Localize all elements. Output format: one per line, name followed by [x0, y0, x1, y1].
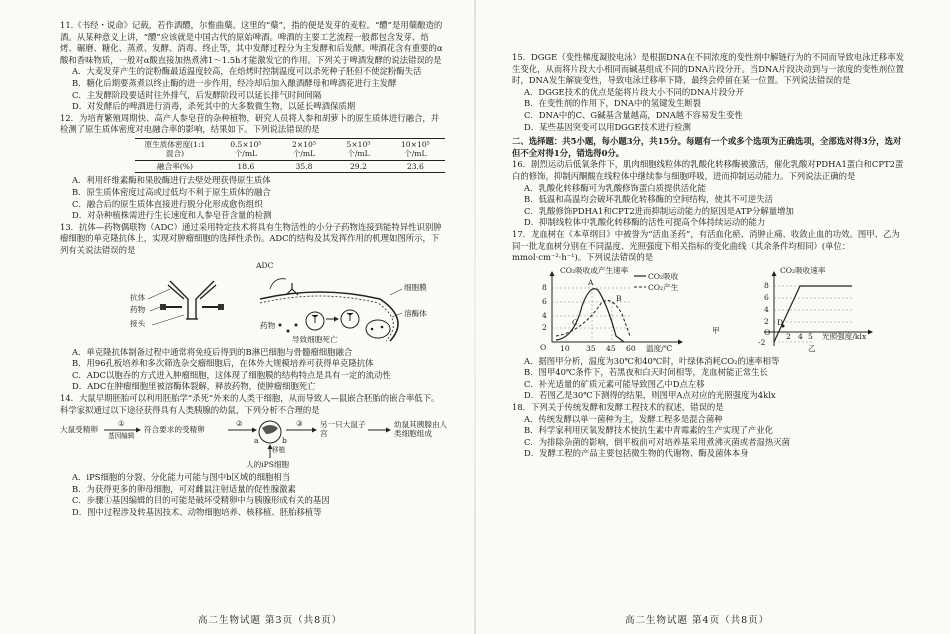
- q11-option-c: C．主发酵阶段要适时往外排气，后发酵阶段可以延长排气时间间隔: [72, 89, 322, 100]
- chart-a-point-c: C: [572, 317, 578, 327]
- q14-stem: 14．大鼠早期胚胎可以利用胚胎学“杀死”外来的人类干细胞，从而导致人—鼠嵌合胚胎的嵌合率低下。科学家拟通过以下途径获得具有人类胰腺的幼鼠，下列分析不合理的是: [60, 392, 440, 415]
- q17-charts: [512, 266, 907, 354]
- q18-option-c: C．为排除杂菌的影响，倒平板前可对培养基采用煮沸灭菌或者湿热灭菌: [524, 436, 791, 447]
- label-pup: 幼鼠其胰腺由人类细胞组成: [394, 420, 448, 439]
- q17-option-d: D．若图乙是30℃下测得的结果，则图甲A点对应的光照强度为4klx: [524, 390, 776, 401]
- q12-table: [135, 138, 445, 174]
- q12-option-d: D．对杂种植株需进行生长速度和人参皂苷含量的检测: [72, 210, 272, 221]
- table-cell: 0.5×10⁵个/mL: [215, 138, 277, 160]
- q16-option-a: A．乳酸化转移酶可为乳酸修饰蛋白质提供活化能: [524, 182, 706, 193]
- q16-option-d: D．抑制线粒体中乳酸化转移酶的活性可提高个体持续运动的能力: [524, 217, 766, 228]
- chart-a-legend-produce: CO₂产生: [648, 282, 679, 292]
- label-adc: ADC: [256, 260, 274, 270]
- q16-stem: 16．剧烈运动后低氧条件下，肌肉细胞线粒体的乳酸化转移酶被激活，催化乳酸对PDHA1蛋白和CPT2蛋白的修饰，抑制丙酮酸在线粒体中继续参与细胞呼吸，进而抑制运动能力。下列说法正确的是: [512, 159, 904, 181]
- chart-a-point-b: B: [616, 293, 622, 303]
- chart-b-ytick: 2: [764, 316, 769, 326]
- label-qualified-zygote: 符合要求的受精卵: [144, 425, 205, 435]
- q13-option-b: B．用96孔板培养和多次筛选杂交瘤细胞后，在体外大规模培养可获得单克隆抗体: [72, 358, 374, 369]
- label-lysosome: 溶酶体: [404, 308, 427, 318]
- label-step-3: ③: [296, 419, 303, 429]
- q13-option-c: C．ADC以胞吞的方式进入肿瘤细胞，这体现了细胞膜的结构特点是具有一定的流动性: [72, 369, 391, 380]
- table-cell: 5×10⁵个/mL: [331, 138, 385, 160]
- section-2-header: 二、选择题：共5小题，每小题3分，共15分。每题有一个或多个选项为正确选项，全部选对得3分，选对但不全对得1分，错选得0分。: [512, 136, 902, 158]
- adc-figure: [60, 259, 445, 345]
- label-drug-2: 药物: [260, 320, 276, 330]
- q14-option-b: B．为获得更多的卵母细胞，可对雌鼠注射适量的促性腺激素: [72, 483, 296, 494]
- page-4: [475, 0, 950, 634]
- chart-b-ytick: 4: [764, 304, 769, 314]
- q13-option-a: A．单克隆抗体制备过程中通常将免疫后得到的B淋巴细胞与骨髓瘤细胞融合: [72, 346, 353, 357]
- chart-a-ytick: 6: [542, 296, 547, 306]
- label-drug: 药物: [130, 304, 146, 314]
- chimera-figure: [60, 418, 448, 470]
- chart-b-origin: O: [764, 327, 771, 337]
- q18-option-b: B．科学家利用厌氧发酵技术使抗生素中青霉素的生产实现了产业化: [524, 425, 774, 436]
- page-footer: 高二生物试题 第4页（共8页）: [625, 615, 770, 626]
- q12-option-a: A．利用纤维素酶和果胶酶进行去壁处理获得原生质体: [72, 175, 271, 186]
- q12-option-c: C．融合后的原生质体直接进行脱分化形成愈伤组织: [72, 198, 263, 209]
- chart-b-point-d: D: [777, 317, 784, 327]
- page-footer: 高二生物试题 第3页（共8页）: [198, 615, 343, 626]
- chart-b-ytick: 8: [764, 280, 769, 290]
- q15-option-b: B．在变性剂的作用下，DNA中的氢键发生断裂: [524, 98, 701, 109]
- label-linker: 接头: [130, 318, 146, 328]
- chart-b-name: 乙: [808, 343, 816, 353]
- chart-a-name: 甲: [712, 325, 720, 335]
- label-membrane: 细胞膜: [404, 282, 427, 292]
- table-cell: 18.6: [215, 160, 277, 173]
- q11-option-b: B．糖化后期要蒸煮以终止酶的进一步作用，经冷却后加入酿酒酵母和啤酒花进行主发酵: [72, 77, 397, 88]
- chart-b-xtick: 2: [786, 331, 791, 341]
- chart-b-xtick: 5: [808, 331, 813, 341]
- chart-a-xtick: 10: [560, 343, 570, 353]
- q11-stem: 11.《书经・说命》记载，若作酒醴，尔惟曲蘖。这里的“蘖”，指的便是发芽的麦粒。“醴”是用蘖酿造的酒。从某种意义上讲，“醴”应该就是中国古代的原始啤酒。啤酒的主要工艺流程一般都包含发芽、焙烤、碾磨、糖化、蒸煮、发酵、消毒、终止等，其中发酵过程分为主发酵和后发酵。啤酒花含有重要的α酸和香味物质，一般对α酸直接加热煮沸1～1.5h才能激发它的作用。下列关于啤酒发酵的说法错误的是: [60, 20, 443, 65]
- chart-a-xlabel: 温度/℃: [646, 343, 673, 353]
- chart-a-xtick: 35: [586, 343, 596, 353]
- table-cell: 10×10⁵个/mL: [386, 138, 445, 160]
- chart-a-ylabel: CO₂吸收或产生速率: [560, 265, 629, 275]
- chart-b-ytick: -2: [758, 337, 766, 347]
- chart-a-legend-absorb: CO₂吸收: [648, 271, 679, 281]
- label-step-1: ①: [118, 419, 125, 429]
- q18-stem: 18．下列关于传统发酵和发酵工程技术的叙述，错误的是: [512, 402, 724, 413]
- q14-option-c: C．步骤①基因编辑的目的可能是破坏受精卵中与胰腺形成有关的基因: [72, 495, 330, 506]
- q11-option-a: A．大麦发芽产生的淀粉酶最适温度较高，在焙烤时控制温度可以杀死种子胚但不使淀粉酶失活: [72, 66, 422, 77]
- chart-b-xlabel: 光照强度/klx: [822, 331, 867, 341]
- label-ips: 人的iPS细胞: [246, 460, 290, 470]
- q14-option-a: A．iPS细胞的分裂、分化能力可能与图中b区域的细胞相当: [72, 472, 291, 483]
- label-gene-editing: 基因编辑: [108, 432, 135, 441]
- chart-b-ylabel: CO₂吸收速率: [780, 265, 826, 275]
- q17-option-b: B．图甲40℃条件下，若黑夜和白天时间相等，龙血树能正常生长: [524, 367, 768, 378]
- q15-stem: 15．DGGE（变性梯度凝胶电泳）是根据DNA在不同浓度的变性剂中解链行为的不同而导致电泳迁移率发生变化，从而将片段大小相同而碱基组成不同的DNA片段分开。当DNA片段决动到与一浓度的变性剂位置时，DNA发生解旋变性，导致电泳迁移率下降，最终会停留在某一位置。下列说法错误的是: [512, 52, 904, 86]
- label-uterus: 另一只大鼠子宫: [320, 420, 366, 439]
- q15-option-a: A．DGGE技术的优点是能将片段大小不同的DNA片段分开: [524, 86, 744, 97]
- q16-option-b: B．低温和高温均会破坏乳酸化转移酶的空间结构，使其不可逆失活: [524, 194, 774, 205]
- chart-a-ytick: 2: [542, 322, 547, 332]
- q15-option-d: D．某些基因突变可以用DGGE技术进行检测: [524, 121, 691, 132]
- q11-option-d: D．对发酵后的啤酒进行消毒，杀死其中的大多数微生物，以延长啤酒保质期: [72, 101, 356, 112]
- label-b: b: [282, 436, 287, 446]
- q13-stem: 13．抗体—药物偶联物（ADC）通过采用特定技术将具有生物活性的小分子药物连接到能特异性识别肿瘤细胞的单克隆抗体上，实现对肿瘤细胞的选择性杀伤。ADC的结构及其发挥作用的机理如图所示，下列有关说法错误的是: [60, 221, 442, 255]
- table-cell: 2×10⁵个/mL: [277, 138, 331, 160]
- chart-b-ytick: 6: [764, 292, 769, 302]
- label-transplant: 移植: [272, 446, 286, 455]
- label-a: a: [254, 436, 259, 446]
- chart-a-xtick: 60: [626, 343, 636, 353]
- label-step-2: ②: [236, 419, 243, 429]
- chart-a-ytick: 8: [542, 282, 547, 292]
- chart-a-xtick: 45: [606, 343, 616, 353]
- table-head-rate: 融合率(%): [135, 160, 215, 173]
- table-cell: 29.2: [331, 160, 385, 173]
- q13-option-d: D．ADC在肿瘤细胞里被溶酶体裂解，释放药物，使肿瘤细胞死亡: [72, 381, 316, 392]
- q17-option-c: C．补光适量的矿质元素可能导致图乙中D点左移: [524, 378, 705, 389]
- label-antibody: 抗体: [130, 292, 146, 302]
- label-rat-zygote: 大鼠受精卵: [60, 425, 98, 435]
- adc-diagram: [60, 259, 445, 345]
- q18-option-d: D．发酵工程的产品主要包括微生物的代谢物、酶及菌体本身: [524, 448, 749, 459]
- table-cell: 35.8: [277, 160, 331, 173]
- q18-option-a: A．传统发酵以单一菌种为主，发酵工程多是混合菌种: [524, 413, 723, 424]
- chart-a-point-a: A: [588, 277, 594, 287]
- left-column: [60, 20, 448, 519]
- table-cell: 23.6: [386, 160, 445, 173]
- q17-option-a: A．据图甲分析，温度为30℃和40℃时，叶绿体消耗CO₂的速率相等: [524, 355, 780, 366]
- table-head-density: 原生质体密度(1:1混合): [135, 138, 215, 160]
- chart-a-ytick: 4: [542, 310, 547, 320]
- q12-option-b: B．原生质体密度过高或过低均不利于原生质体的融合: [72, 187, 271, 198]
- q16-option-c: C．乳酸修饰PDHA1和CPT2进而抑制运动能力的原因是ATP分解量增加: [524, 205, 794, 216]
- q12-stem: 12．为培育繁殖周期快、高产人参皂苷的杂种植物，研究人员将人参和胡萝卜的原生质体进行融合，并检测了原生质体密度对电融合率的影响，结果如下。下列说法错误的是: [60, 112, 440, 135]
- q15-option-c: C．DNA中的C、G碱基含量越高，DNA越不容易发生变性: [524, 109, 743, 120]
- q14-option-d: D．图中过程涉及转基因技术、动物细胞培养、核移植、胚胎移植等: [72, 506, 322, 517]
- q17-stem: 17．龙血树在《本草纲目》中被誉为“活血圣药”，有活血化瘀、消肿止痛、收敛止血的功效。图甲、乙为同一批龙血树分别在不同温度、光照强度下相关指标的变化曲线（其余条件均相同）(单位：mmol·cm⁻²·h⁻¹)。下列说法错误的是: [512, 228, 900, 263]
- right-column: [512, 52, 907, 460]
- chart-a-origin: O: [540, 342, 547, 352]
- label-cell-death: 导致细胞死亡: [292, 334, 338, 344]
- chart-b-xtick: 4: [798, 331, 803, 341]
